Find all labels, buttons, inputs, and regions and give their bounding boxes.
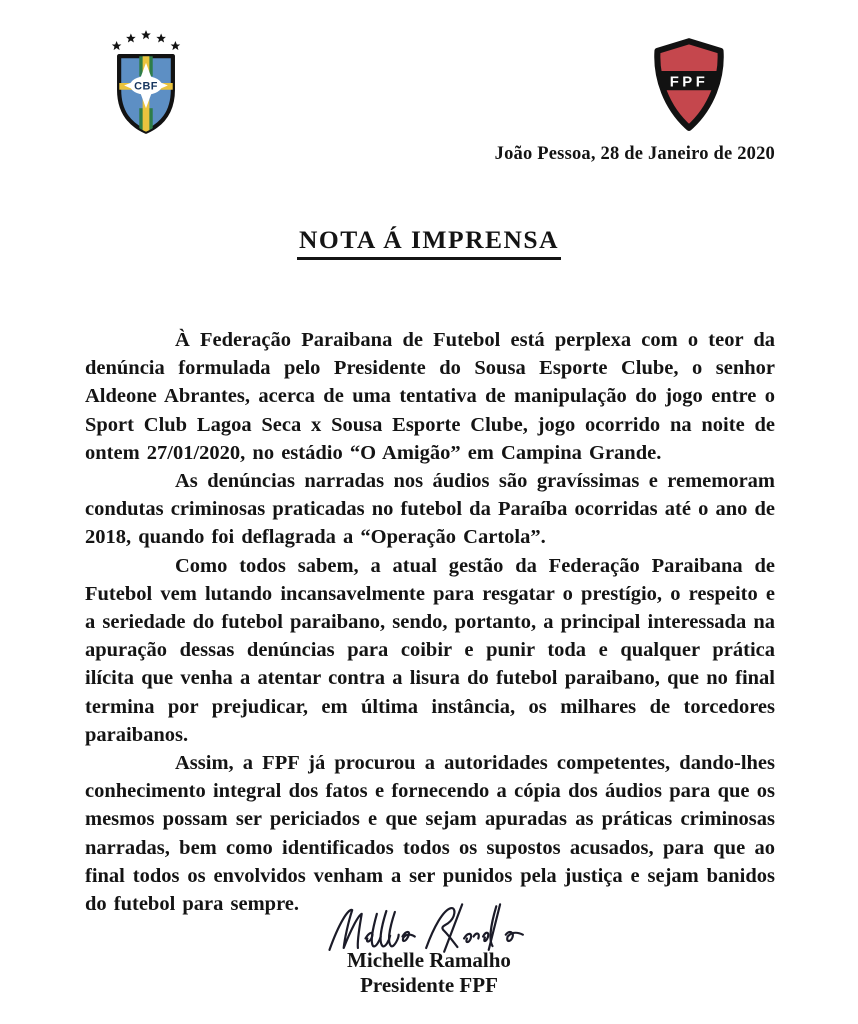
cbf-stars [112, 30, 180, 50]
letter-body [85, 326, 775, 918]
cbf-logo-text: CBF [134, 80, 158, 93]
paragraph: As denúncias narradas nos áudios são gravíssimas e rememoram condutas criminosas praticadas no futebol da Paraíba ocorridas até o ano de 2018, quando foi deflagrada a “Operação Cartola”. [85, 470, 775, 549]
date-line: João Pessoa, 28 de Janeiro de 2020 [494, 144, 775, 164]
paragraph: À Federação Paraibana de Futebol está perplexa com o teor da denúncia formulada pelo Presidente do Sousa Esporte Clube, o senhor Aldeone Abrantes, acerca de uma tentativa de manipulação do jogo entre o Sport Club Lagoa Seca x Sousa Esporte Clube, jogo ocorrido na noite de ontem 27/01/2020, no estádio “O Amigão” em Campina Grande. [85, 329, 775, 464]
paragraph: Como todos sabem, a atual gestão da Federação Paraibana de Futebol vem lutando incansavelmente para resgatar o prestígio, o respeito e a seriedade do futebol paraibano, sendo, portanto, a principal interessada na apuração dessas denúncias para coibir e punir toda e qualquer prática ilícita que venha a atentar contra a lisura do futebol paraibano, que no final termina por prejudicar, em última instância, os milhares de torcedores paraibanos. [85, 554, 775, 746]
signatory-role: Presidente FPF [360, 973, 498, 997]
cbf-logo [104, 28, 188, 138]
fpf-logo-text: FPF [669, 74, 709, 91]
signature-block [0, 898, 858, 998]
title-wrap [0, 225, 858, 260]
fpf-logo [645, 36, 733, 134]
signatory-name: Michelle Ramalho [347, 948, 511, 972]
paragraph: Assim, a FPF já procurou a autoridades competentes, dando-lhes conhecimento integral dos fatos e fornecendo a cópia dos áudios para que os mesmos possam ser periciados e que sejam apuradas as práticas criminosas narradas, bem como identificados todos os supostos acusados, para que ao final todos os envolvidos venham a ser punidos pela justiça e sejam banidos do futebol para sempre. [85, 752, 775, 916]
page-title: NOTA Á IMPRENSA [297, 225, 561, 260]
